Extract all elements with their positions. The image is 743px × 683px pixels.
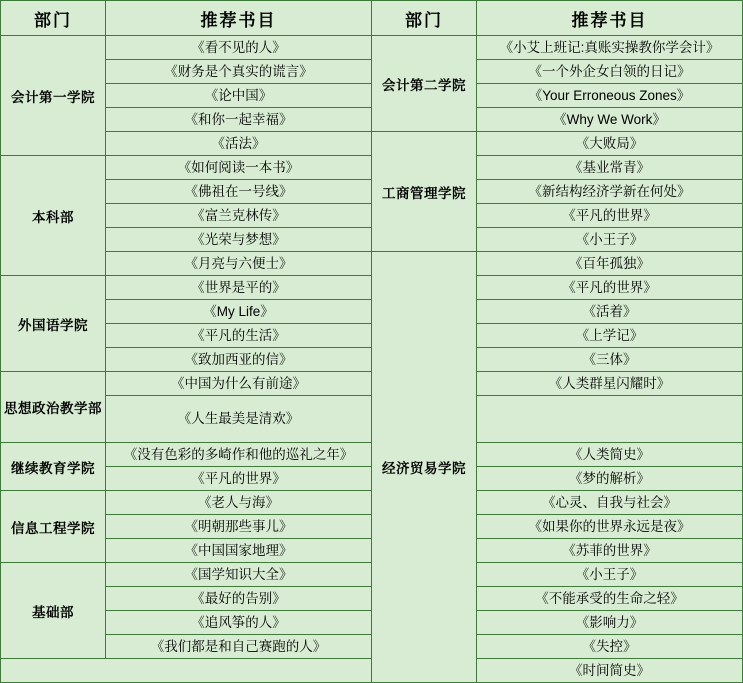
book-cell: 《财务是个真实的谎言》	[106, 60, 372, 84]
book-cell: 《中国国家地理》	[106, 539, 372, 563]
dept-cell-ideological-politics: 思想政治教学部	[1, 372, 106, 443]
spacer-cell	[1, 659, 372, 683]
book-cell: 《月亮与六便士》	[106, 252, 372, 276]
book-cell: 《人类群星闪耀时》	[477, 372, 743, 396]
header-dept-left: 部门	[1, 1, 106, 36]
book-cell: 《Why We Work》	[477, 108, 743, 132]
book-cell: 《大败局》	[477, 132, 743, 156]
book-cell: 《时间简史》	[477, 659, 743, 683]
book-cell: 《和你一起幸福》	[106, 108, 372, 132]
header-books-right: 推荐书目	[477, 1, 743, 36]
dept-cell-information-engineering: 信息工程学院	[1, 491, 106, 563]
book-cell: 《基业常青》	[477, 156, 743, 180]
book-cell: 《佛祖在一号线》	[106, 180, 372, 204]
book-cell: 《我们都是和自己赛跑的人》	[106, 635, 372, 659]
book-cell: 《一个外企女白领的日记》	[477, 60, 743, 84]
table-body	[1, 1, 743, 683]
book-cell: 《梦的解析》	[477, 467, 743, 491]
book-cell: 《My Life》	[106, 300, 372, 324]
book-cell: 《三体》	[477, 348, 743, 372]
book-cell: 《心灵、自我与社会》	[477, 491, 743, 515]
book-cell: 《上学记》	[477, 324, 743, 348]
table-row	[1, 252, 743, 276]
header-dept-right: 部门	[372, 1, 477, 36]
book-cell: 《论中国》	[106, 84, 372, 108]
book-cell: 《失控》	[477, 635, 743, 659]
book-cell: 《不能承受的生命之轻》	[477, 587, 743, 611]
book-cell: 《光荣与梦想》	[106, 228, 372, 252]
book-cell: 《平凡的世界》	[477, 204, 743, 228]
book-cell: 《小王子》	[477, 563, 743, 587]
book-cell: 《小艾上班记:真账实操教你学会计》	[477, 36, 743, 60]
table-row	[1, 36, 743, 60]
book-cell: 《中国为什么有前途》	[106, 372, 372, 396]
book-cell: 《平凡的世界》	[477, 276, 743, 300]
dept-cell-basic-studies: 基础部	[1, 563, 106, 659]
dept-cell-foreign-languages: 外国语学院	[1, 276, 106, 372]
dept-cell-business-admin: 工商管理学院	[372, 132, 477, 252]
dept-cell-accounting-1: 会计第一学院	[1, 36, 106, 156]
book-cell: 《如何阅读一本书》	[106, 156, 372, 180]
book-cell: 《新结构经济学新在何处》	[477, 180, 743, 204]
book-cell: 《没有色彩的多崎作和他的巡礼之年》	[106, 443, 372, 467]
book-cell: 《活着》	[477, 300, 743, 324]
book-cell: 《平凡的世界》	[106, 467, 372, 491]
book-cell: 《影响力》	[477, 611, 743, 635]
book-cell-empty	[477, 396, 743, 443]
dept-cell-accounting-2: 会计第二学院	[372, 36, 477, 132]
dept-cell-continuing-education: 继续教育学院	[1, 443, 106, 491]
book-cell: 《富兰克林传》	[106, 204, 372, 228]
dept-cell-economics-trade: 经济贸易学院	[372, 252, 477, 683]
book-cell: 《人生最美是清欢》	[106, 396, 372, 443]
dept-cell-undergraduate: 本科部	[1, 156, 106, 276]
table-row	[1, 132, 743, 156]
book-cell: 《明朝那些事儿》	[106, 515, 372, 539]
book-cell: 《国学知识大全》	[106, 563, 372, 587]
book-cell: 《世界是平的》	[106, 276, 372, 300]
book-cell: 《看不见的人》	[106, 36, 372, 60]
book-cell: 《老人与海》	[106, 491, 372, 515]
book-cell: 《追风筝的人》	[106, 611, 372, 635]
book-cell: 《最好的告别》	[106, 587, 372, 611]
book-cell: 《小王子》	[477, 228, 743, 252]
book-cell: 《Your Erroneous Zones》	[477, 84, 743, 108]
book-cell: 《百年孤独》	[477, 252, 743, 276]
book-cell: 《人类简史》	[477, 443, 743, 467]
book-cell: 《活法》	[106, 132, 372, 156]
book-cell: 《如果你的世界永远是夜》	[477, 515, 743, 539]
header-books-left: 推荐书目	[106, 1, 372, 36]
table-header-row	[1, 1, 743, 36]
book-cell: 《平凡的生活》	[106, 324, 372, 348]
book-cell: 《致加西亚的信》	[106, 348, 372, 372]
book-cell: 《苏菲的世界》	[477, 539, 743, 563]
